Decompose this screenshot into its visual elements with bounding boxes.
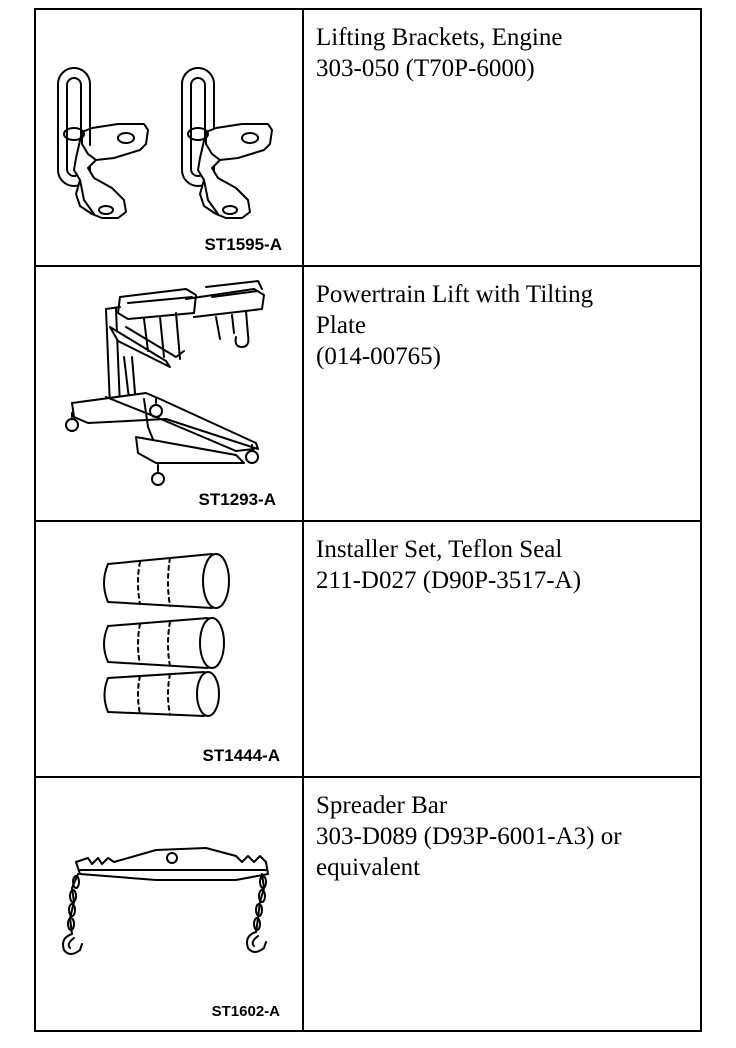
- spreader-bar-icon: [36, 778, 302, 1030]
- tool-illustration-cell: [36, 10, 304, 267]
- figure-code: ST1444-A: [202, 746, 280, 765]
- tool-illustration-cell: [36, 778, 304, 1030]
- tool-name: Installer Set, Teflon Seal: [316, 536, 563, 563]
- tool-number: 303-050 (T70P-6000): [316, 55, 535, 82]
- lifting-brackets-icon: [36, 10, 302, 265]
- tool-illustration-cell: [36, 522, 304, 778]
- powertrain-lift-icon: [36, 267, 302, 520]
- tool-name: Spreader Bar: [316, 792, 448, 819]
- installer-set-icon: [36, 522, 302, 776]
- figure-code: ST1595-A: [204, 235, 282, 254]
- tool-illustration-cell: [36, 267, 304, 522]
- tool-name: Lifting Brackets, Engine: [316, 24, 563, 51]
- tool-note: equivalent: [316, 854, 421, 881]
- tool-name-continued: Plate: [316, 312, 366, 339]
- special-tools-table: [34, 8, 702, 1032]
- tool-description-cell: [304, 522, 700, 778]
- figure-code: ST1293-A: [198, 490, 276, 509]
- tool-description-cell: [304, 10, 700, 267]
- tool-name: Powertrain Lift with Tilting: [316, 281, 594, 308]
- tool-number: (014-00765): [316, 343, 441, 370]
- tool-description-cell: [304, 778, 700, 1030]
- tool-number: 211-D027 (D90P-3517-A): [316, 567, 582, 594]
- figure-code: ST1602-A: [211, 1003, 280, 1020]
- tool-number: 303-D089 (D93P-6001-A3) or: [316, 823, 622, 850]
- tool-description-cell: [304, 267, 700, 522]
